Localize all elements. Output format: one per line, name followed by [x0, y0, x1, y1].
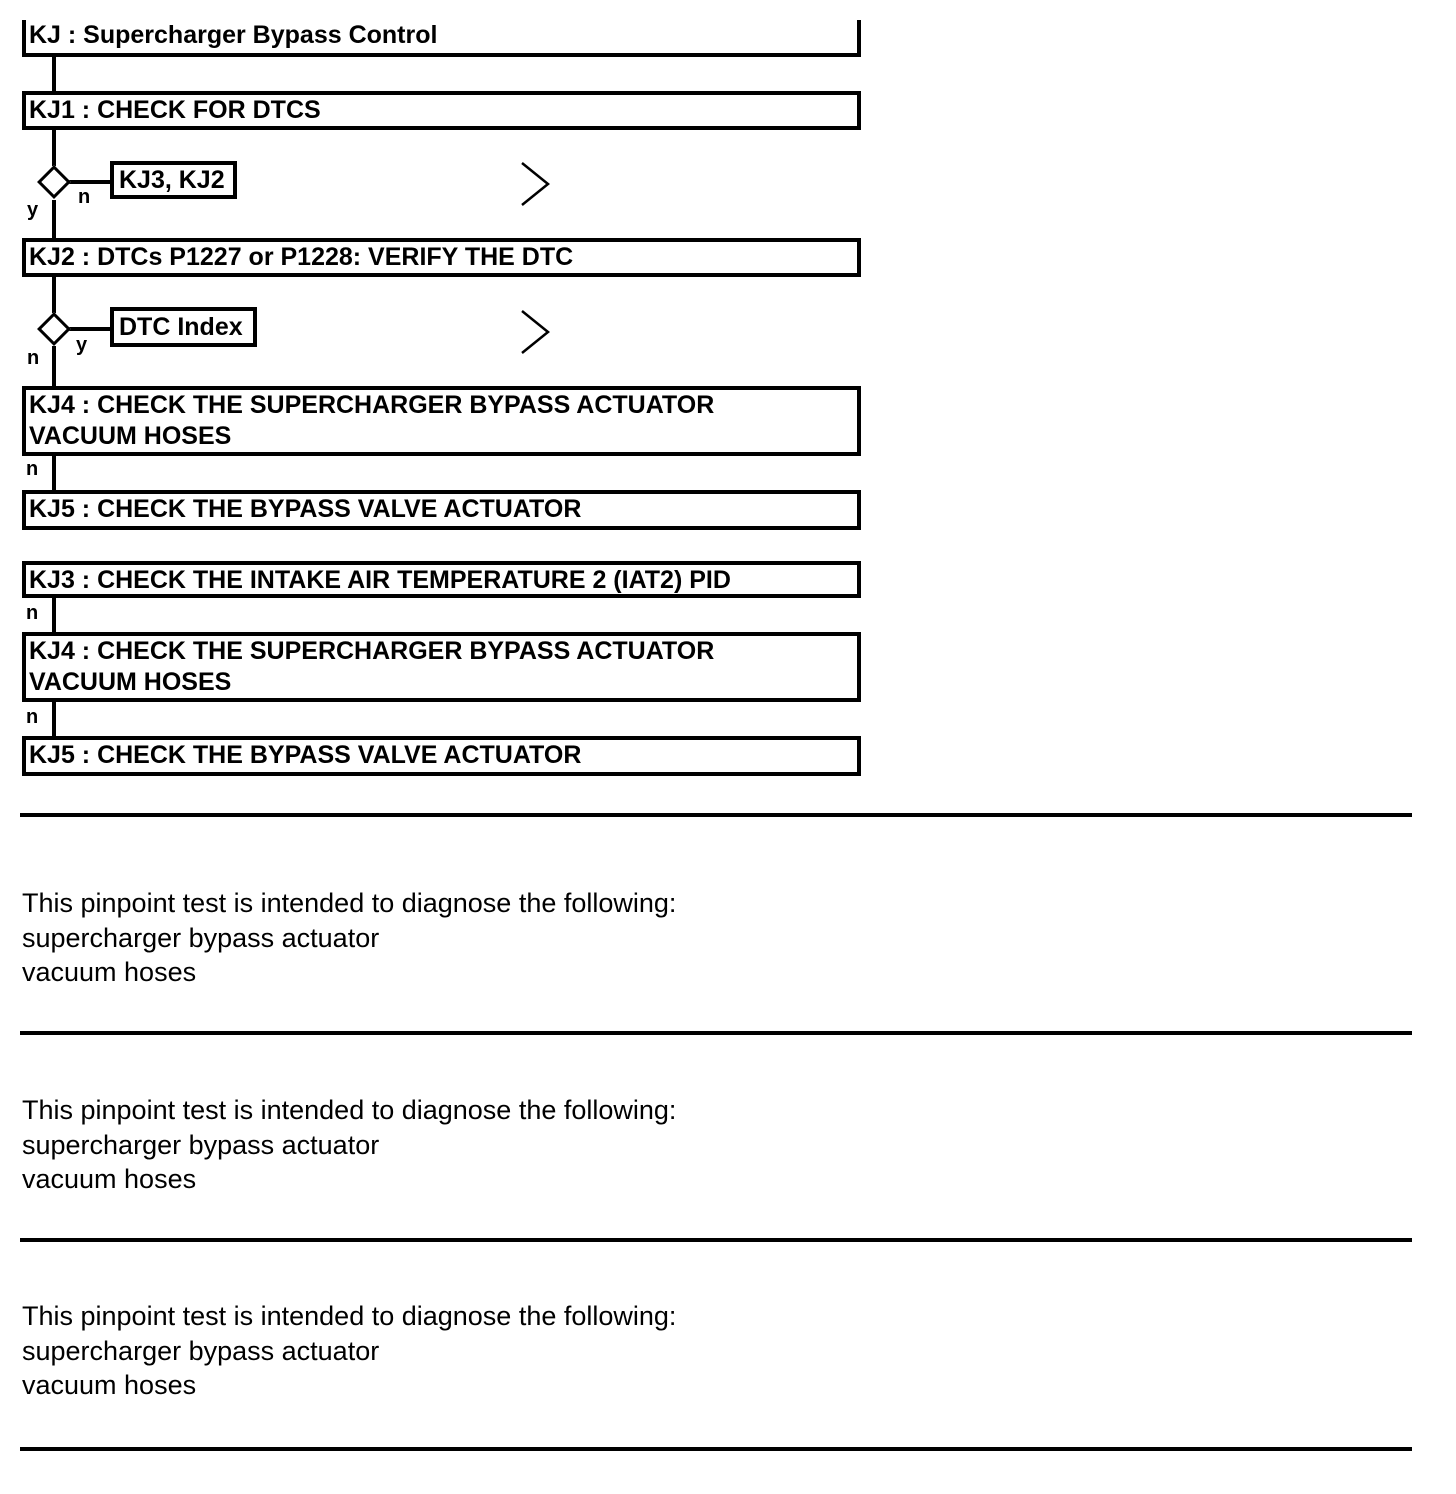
decision-2-target-label: DTC Index [119, 313, 243, 341]
step-kj4-label-line2: VACUUM HOSES [29, 668, 232, 696]
description-intro: This pinpoint test is intended to diagnose the following: [22, 1301, 677, 1331]
chevron-right-icon[interactable] [518, 160, 554, 208]
step-kj2[interactable] [22, 238, 861, 277]
description-item: supercharger bypass actuator [22, 922, 380, 953]
step-kj5-label: KJ5 : CHECK THE BYPASS VALVE ACTUATOR [29, 741, 582, 769]
divider [20, 813, 1412, 817]
step-kj5[interactable] [22, 736, 861, 776]
step-kj1[interactable] [22, 91, 861, 130]
step-kj3[interactable] [22, 561, 861, 598]
step-kj4-label-line1: KJ4 : CHECK THE SUPERCHARGER BYPASS ACTUATOR [29, 637, 715, 665]
divider [20, 1238, 1412, 1242]
step-kj1-label: KJ1 : CHECK FOR DTCS [29, 96, 321, 124]
step-kj3-no-label: n [26, 602, 39, 624]
decision-1-yes-label: y [27, 199, 39, 221]
flowchart-title [22, 20, 861, 57]
connector-line [52, 700, 56, 738]
description-intro: This pinpoint test is intended to diagnose the following: [22, 888, 677, 918]
description-intro: This pinpoint test is intended to diagnose the following: [22, 1095, 677, 1125]
step-kj4-label-line1: KJ4 : CHECK THE SUPERCHARGER BYPASS ACTUATOR [29, 391, 715, 419]
description-block [22, 1093, 676, 1197]
decision-1-no-label: n [78, 186, 91, 208]
step-kj2-label: KJ2 : DTCs P1227 or P1228: VERIFY THE DTC [29, 243, 574, 271]
decision-diamond [37, 165, 71, 199]
connector-line [52, 454, 56, 492]
connector-line [52, 596, 56, 634]
connector-line [52, 346, 56, 388]
step-kj5[interactable] [22, 490, 861, 530]
decision-1-target-link[interactable] [110, 161, 237, 199]
divider [20, 1447, 1412, 1451]
description-item: vacuum hoses [22, 1164, 197, 1194]
description-block [22, 886, 676, 990]
step-kj4[interactable] [22, 386, 861, 456]
decision-2-no-label: n [27, 347, 40, 369]
step-kj4-no-label: n [26, 706, 39, 728]
step-kj4-no-label: n [26, 458, 39, 480]
description-item: vacuum hoses [22, 1370, 197, 1400]
decision-1-target-label: KJ3, KJ2 [119, 166, 225, 194]
description-block [22, 1299, 676, 1403]
description-item: supercharger bypass actuator [22, 1335, 380, 1366]
description-item: supercharger bypass actuator [22, 1129, 380, 1160]
decision-2-yes-label: y [76, 334, 88, 356]
connector-line [52, 275, 56, 313]
connector-line [68, 180, 112, 184]
step-kj3-label: KJ3 : CHECK THE INTAKE AIR TEMPERATURE 2 (IAT2) PID [29, 566, 731, 594]
step-kj4-label-line2: VACUUM HOSES [29, 422, 232, 450]
description-item: vacuum hoses [22, 957, 197, 987]
connector-line [52, 200, 56, 240]
step-kj4[interactable] [22, 632, 861, 702]
chevron-right-icon[interactable] [518, 308, 554, 356]
decision-diamond [37, 312, 71, 346]
decision-2-target-link[interactable] [110, 307, 257, 347]
connector-line [52, 55, 56, 93]
divider [20, 1031, 1412, 1035]
connector-line [52, 128, 56, 166]
flowchart-title-text: KJ : Supercharger Bypass Control [29, 21, 438, 49]
step-kj5-label: KJ5 : CHECK THE BYPASS VALVE ACTUATOR [29, 495, 582, 523]
connector-line [68, 327, 112, 331]
